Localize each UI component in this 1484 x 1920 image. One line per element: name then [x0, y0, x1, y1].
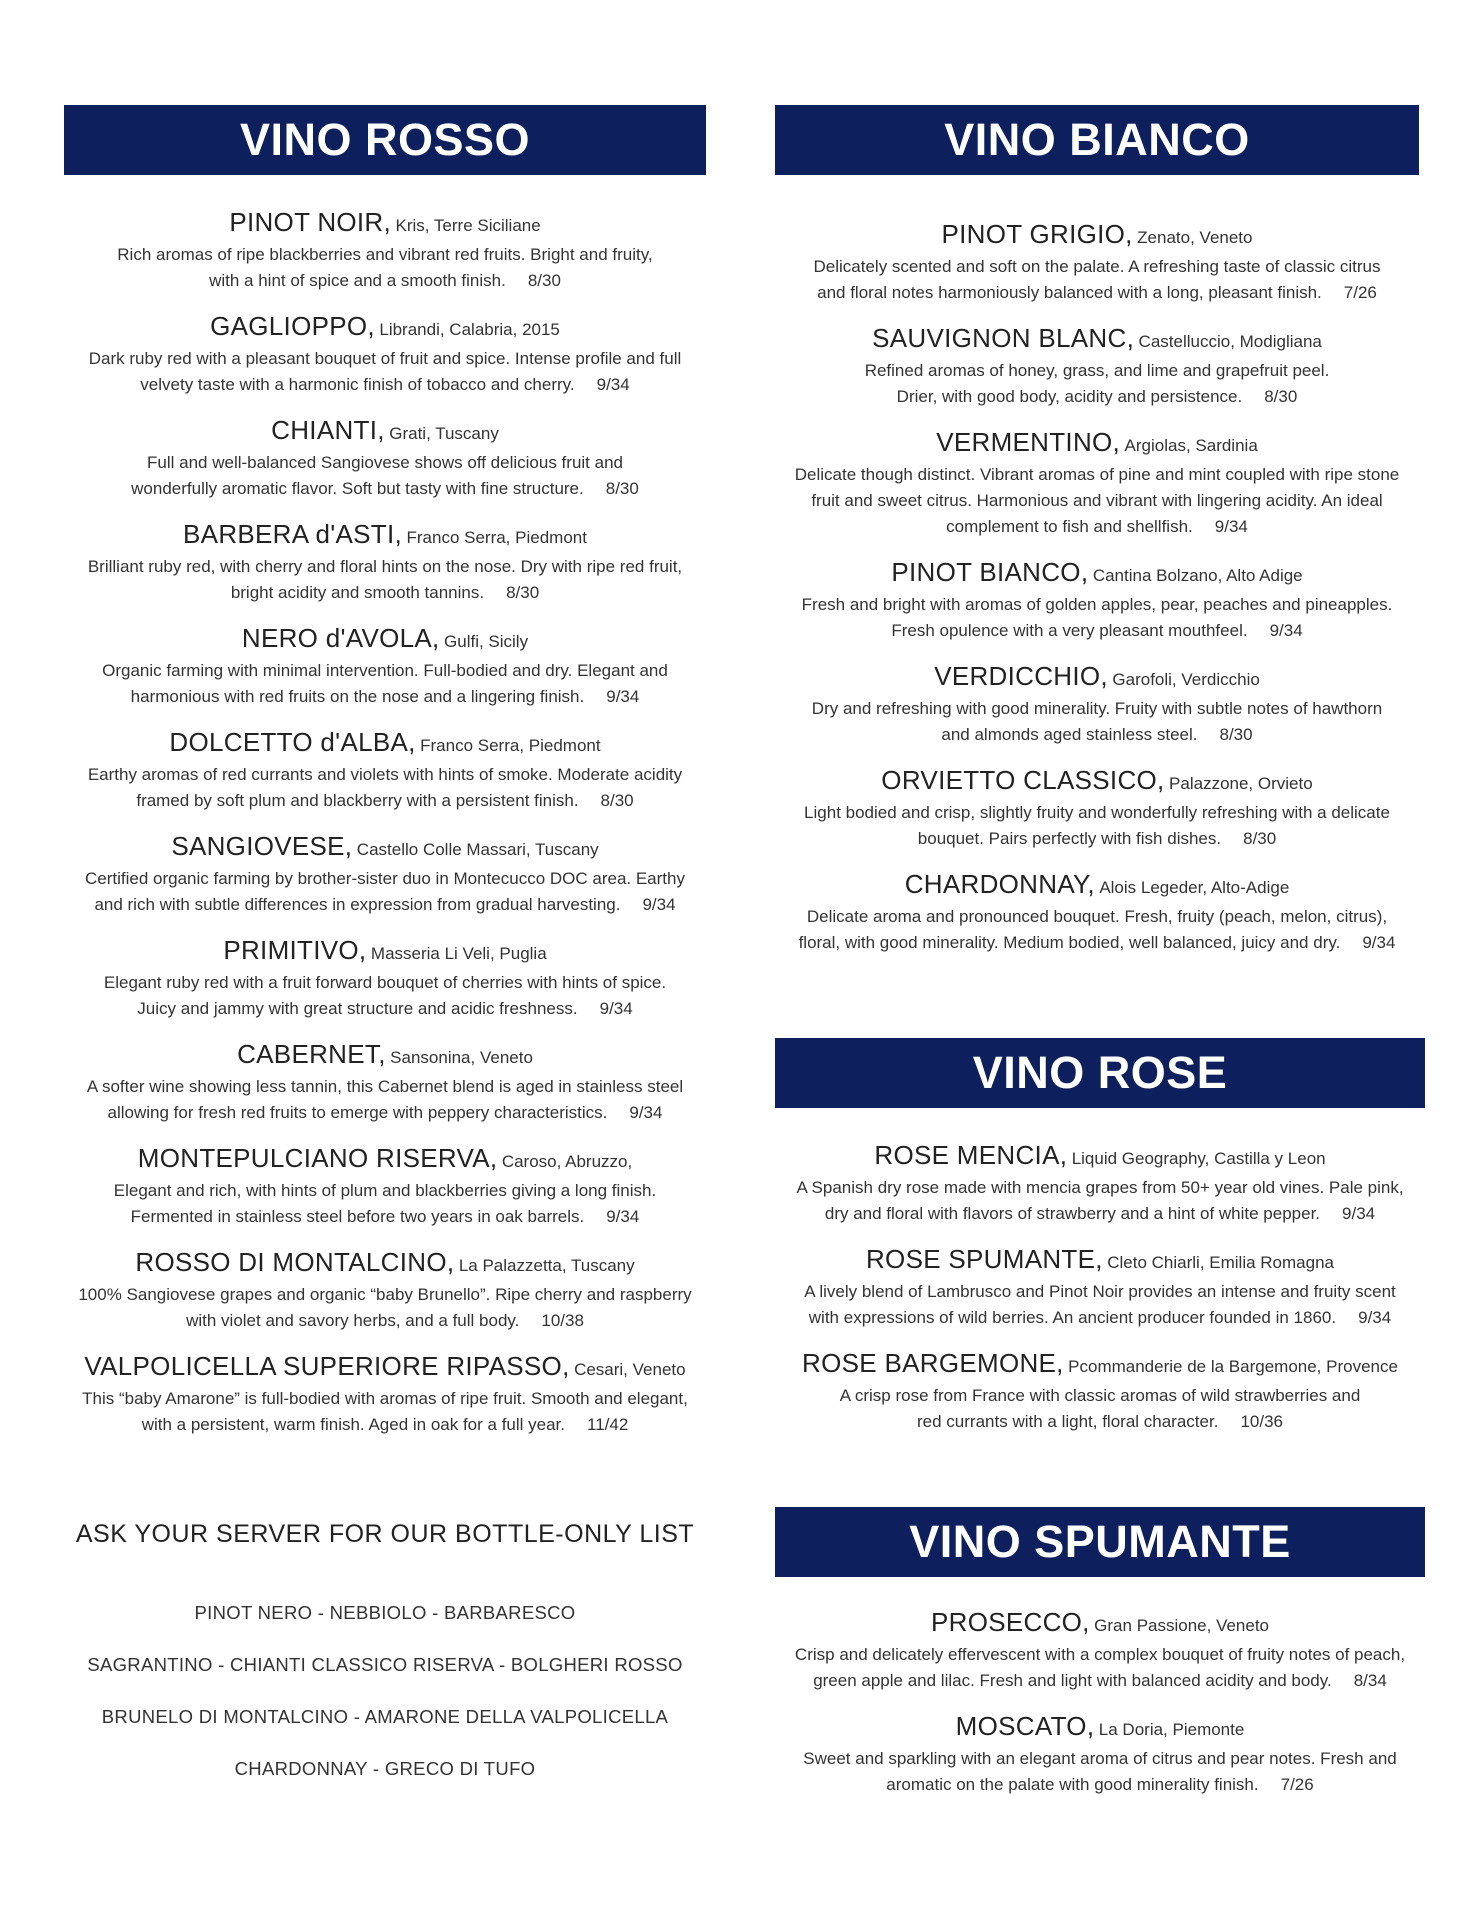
wine-name: PROSECCO,	[930, 1607, 1090, 1637]
wine-description-text: red currants with a light, floral character.	[917, 1412, 1219, 1431]
wine-name: CHIANTI,	[271, 415, 385, 445]
wine-description-text: aromatic on the palate with good minerality finish.	[886, 1775, 1259, 1794]
wine-description-line	[775, 826, 1419, 852]
wine-producer: Masseria Li Veli, Puglia	[370, 944, 547, 963]
wine-producer: Castelluccio, Modigliana	[1138, 332, 1322, 351]
wine-description-line	[64, 1074, 706, 1100]
vino-spumante-list	[775, 1607, 1425, 1798]
wine-price: 9/34	[606, 1207, 640, 1226]
wine-entry	[775, 869, 1419, 956]
bottle-list-lines	[64, 1587, 706, 1795]
wine-description-text: Brilliant ruby red, with cherry and floral hints on the nose. Dry with ripe red fruit,	[87, 557, 683, 576]
wine-description-line	[775, 904, 1419, 930]
wine-description-line	[775, 1642, 1425, 1668]
wine-entry	[775, 219, 1419, 306]
wine-heading	[775, 1244, 1425, 1279]
wine-heading	[64, 311, 706, 346]
wine-description-text: Delicately scented and soft on the palate. A refreshing taste of classic citrus	[813, 257, 1381, 276]
wine-name: DOLCETTO d'ALBA,	[169, 727, 416, 757]
wine-description-line	[64, 1100, 706, 1126]
wine-description-line	[775, 722, 1419, 748]
wine-description-text: with a hint of spice and a smooth finish.	[209, 271, 506, 290]
wine-producer: Garofoli, Verdicchio	[1112, 670, 1260, 689]
wine-name: ROSSO DI MONTALCINO,	[135, 1247, 455, 1277]
wine-name: SAUVIGNON BLANC,	[872, 323, 1135, 353]
wine-description-line	[775, 1668, 1425, 1694]
vino-rosso-list	[64, 207, 706, 1438]
wine-name: BARBERA d'ASTI,	[183, 519, 403, 549]
wine-name: ROSE SPUMANTE,	[865, 1244, 1103, 1274]
wine-description-line	[775, 1746, 1425, 1772]
wine-description-line	[775, 462, 1419, 488]
wine-producer: Caroso, Abruzzo,	[501, 1152, 633, 1171]
wine-price: 10/38	[541, 1311, 584, 1330]
bottle-list-line: SAGRANTINO - CHIANTI CLASSICO RISERVA - BOLGHERI ROSSO	[87, 1654, 683, 1675]
wine-description-line	[64, 892, 706, 918]
wine-producer: Franco Serra, Piedmont	[420, 736, 601, 755]
vino-bianco-section	[775, 105, 1419, 973]
wine-description-text: with expressions of wild berries. An ancient producer founded in 1860.	[808, 1308, 1337, 1327]
wine-entry	[775, 1607, 1425, 1694]
wine-entry	[775, 323, 1419, 410]
wine-entry	[775, 427, 1419, 540]
wine-name: ROSE BARGEMONE,	[802, 1348, 1064, 1378]
wine-price: 8/30	[1264, 387, 1298, 406]
wine-producer: La Palazzetta, Tuscany	[458, 1256, 635, 1275]
wine-description-text: Delicate though distinct. Vibrant aromas of pine and mint coupled with ripe stone	[794, 465, 1400, 484]
wine-description-line	[64, 970, 706, 996]
wine-description-line	[775, 800, 1419, 826]
wine-producer: Gulfi, Sicily	[444, 632, 529, 651]
wine-description-text: allowing for fresh red fruits to emerge with peppery characteristics.	[107, 1103, 608, 1122]
wine-entry	[775, 765, 1419, 852]
wine-producer: Sansonina, Veneto	[390, 1048, 533, 1067]
wine-description-text: Elegant and rich, with hints of plum and blackberries giving a long finish.	[113, 1181, 657, 1200]
wine-name: MONTEPULCIANO RISERVA,	[137, 1143, 498, 1173]
wine-price: 9/34	[1342, 1204, 1376, 1223]
wine-description-line	[775, 930, 1419, 956]
bottle-list-heading: ASK YOUR SERVER FOR OUR BOTTLE-ONLY LIST	[75, 1520, 695, 1548]
wine-entry	[64, 831, 706, 918]
wine-description-text: Juicy and jammy with great structure and acidic freshness.	[137, 999, 578, 1018]
vino-spumante-section	[775, 1507, 1425, 1815]
wine-producer: Castello Colle Massari, Tuscany	[356, 840, 599, 859]
wine-price: 7/26	[1280, 1775, 1314, 1794]
wine-entry	[775, 1711, 1425, 1798]
wine-price: 9/34	[606, 687, 640, 706]
wine-heading	[775, 765, 1419, 800]
bottle-list-line: BRUNELO DI MONTALCINO - AMARONE DELLA VALPOLICELLA	[101, 1706, 669, 1727]
wine-producer: Cleto Chiarli, Emilia Romagna	[1107, 1253, 1334, 1272]
wine-description-text: Organic farming with minimal intervention. Full-bodied and dry. Elegant and	[102, 661, 668, 680]
wine-heading	[64, 831, 706, 866]
wine-description-text: and almonds aged stainless steel.	[941, 725, 1198, 744]
wine-price: 8/30	[605, 479, 639, 498]
wine-entry	[775, 1140, 1425, 1227]
wine-description-line	[64, 658, 706, 684]
wine-name: MOSCATO,	[955, 1711, 1095, 1741]
wine-description-line	[64, 996, 706, 1022]
wine-description-line	[64, 372, 706, 398]
vino-rose-list	[775, 1140, 1425, 1435]
wine-price: 10/36	[1240, 1412, 1283, 1431]
vino-bianco-list	[775, 219, 1419, 956]
wine-description-text: fruit and sweet citrus. Harmonious and vibrant with lingering acidity. An ideal	[811, 491, 1383, 510]
wine-description-line	[775, 1305, 1425, 1331]
wine-description-line	[775, 1175, 1425, 1201]
wine-description-line	[64, 1412, 706, 1438]
wine-description-line	[64, 450, 706, 476]
wine-entry	[775, 557, 1419, 644]
wine-heading	[775, 1348, 1425, 1383]
wine-description-text: 100% Sangiovese grapes and organic “baby Brunello”. Ripe cherry and raspberry	[78, 1285, 692, 1304]
wine-price: 9/34	[629, 1103, 663, 1122]
wine-producer: Cesari, Veneto	[574, 1360, 686, 1379]
vino-rose-banner: VINO ROSE	[775, 1038, 1425, 1108]
wine-heading	[775, 219, 1419, 254]
wine-entry	[64, 1247, 706, 1334]
wine-heading	[64, 415, 706, 450]
wine-description-line	[775, 592, 1419, 618]
wine-name: PINOT GRIGIO,	[941, 219, 1133, 249]
wine-name: CABERNET,	[237, 1039, 386, 1069]
wine-description-text: Refined aromas of honey, grass, and lime and grapefruit peel.	[864, 361, 1330, 380]
wine-description-text: Fermented in stainless steel before two years in oak barrels.	[130, 1207, 585, 1226]
wine-heading	[775, 869, 1419, 904]
wine-heading	[775, 1140, 1425, 1175]
wine-description-line	[64, 788, 706, 814]
wine-description-line	[64, 684, 706, 710]
wine-price: 8/30	[527, 271, 561, 290]
wine-description-line	[775, 696, 1419, 722]
wine-producer: Franco Serra, Piedmont	[406, 528, 587, 547]
wine-name: PINOT NOIR,	[229, 207, 392, 237]
wine-description-line	[64, 1178, 706, 1204]
wine-entry	[64, 1039, 706, 1126]
wine-description-line	[64, 1282, 706, 1308]
wine-name: VALPOLICELLA SUPERIORE RIPASSO,	[84, 1351, 570, 1381]
wine-description-text: Dark ruby red with a pleasant bouquet of fruit and spice. Intense profile and full	[88, 349, 682, 368]
wine-entry	[64, 727, 706, 814]
wine-heading	[64, 727, 706, 762]
wine-description-line	[64, 1386, 706, 1412]
wine-producer: Librandi, Calabria, 2015	[379, 320, 560, 339]
wine-description-text: floral, with good minerality. Medium bodied, well balanced, juicy and dry.	[798, 933, 1341, 952]
wine-description-line	[64, 866, 706, 892]
wine-name: GAGLIOPPO,	[210, 311, 375, 341]
wine-heading	[64, 519, 706, 554]
wine-description-line	[775, 1201, 1425, 1227]
wine-description-text: dry and floral with flavors of strawberry and a hint of white pepper.	[824, 1204, 1321, 1223]
wine-description-text: A lively blend of Lambrusco and Pinot Noir provides an intense and fruity scent	[804, 1282, 1396, 1301]
wine-price: 9/34	[1269, 621, 1303, 640]
wine-producer: Zenato, Veneto	[1137, 228, 1253, 247]
wine-heading	[64, 935, 706, 970]
wine-heading	[775, 323, 1419, 358]
wine-name: VERMENTINO,	[936, 427, 1121, 457]
wine-price: 8/34	[1353, 1671, 1387, 1690]
wine-description-line	[64, 242, 706, 268]
wine-producer: Liquid Geography, Castilla y Leon	[1071, 1149, 1326, 1168]
bottle-list-line: PINOT NERO - NEBBIOLO - BARBARESCO	[194, 1602, 576, 1623]
wine-description-text: Crisp and delicately effervescent with a complex bouquet of fruity notes of peach,	[794, 1645, 1406, 1664]
wine-description-text: Certified organic farming by brother-sister duo in Montecucco DOC area. Earthy	[85, 869, 685, 888]
wine-name: ORVIETTO CLASSICO,	[881, 765, 1165, 795]
wine-price: 9/34	[1362, 933, 1396, 952]
wine-description-line	[64, 1308, 706, 1334]
wine-description-line	[64, 554, 706, 580]
wine-entry	[64, 207, 706, 294]
wine-description-text: with a persistent, warm finish. Aged in oak for a full year.	[141, 1415, 566, 1434]
wine-name: CHARDONNAY,	[904, 869, 1095, 899]
wine-entry	[64, 519, 706, 606]
wine-entry	[775, 661, 1419, 748]
wine-description-text: green apple and lilac. Fresh and light with balanced acidity and body.	[813, 1671, 1332, 1690]
wine-description-text: Fresh opulence with a very pleasant mouthfeel.	[891, 621, 1248, 640]
wine-price: 8/30	[1243, 829, 1277, 848]
wine-heading	[64, 207, 706, 242]
wine-price: 11/42	[587, 1415, 629, 1434]
wine-description-line	[64, 346, 706, 372]
wine-description-text: Earthy aromas of red currants and violets with hints of smoke. Moderate acidity	[87, 765, 683, 784]
wine-description-text: A Spanish dry rose made with mencia grapes from 50+ year old vines. Pale pink,	[796, 1178, 1404, 1197]
wine-entry	[64, 1351, 706, 1438]
wine-description-line	[775, 1279, 1425, 1305]
wine-entry	[775, 1348, 1425, 1435]
wine-producer: Grati, Tuscany	[389, 424, 499, 443]
wine-description-text: bright acidity and smooth tannins.	[230, 583, 485, 602]
wine-producer: Argiolas, Sardinia	[1124, 436, 1258, 455]
wine-price: 8/30	[600, 791, 634, 810]
wine-description-line	[775, 488, 1419, 514]
wine-description-text: Drier, with good body, acidity and persistence.	[896, 387, 1243, 406]
wine-heading	[775, 661, 1419, 696]
wine-producer: Alois Legeder, Alto-Adige	[1099, 878, 1290, 897]
wine-entry	[64, 415, 706, 502]
wine-price: 7/26	[1343, 283, 1377, 302]
wine-description-text: framed by soft plum and blackberry with a persistent finish.	[136, 791, 579, 810]
vino-spumante-banner: VINO SPUMANTE	[775, 1507, 1425, 1577]
wine-name: PRIMITIVO,	[223, 935, 367, 965]
vino-rosso-banner: VINO ROSSO	[64, 105, 706, 175]
wine-description-text: complement to fish and shellfish.	[946, 517, 1193, 536]
wine-entry	[64, 311, 706, 398]
wine-name: SANGIOVESE,	[171, 831, 353, 861]
vino-rose-section	[775, 1038, 1425, 1452]
wine-description-line	[775, 618, 1419, 644]
wine-name: NERO d'AVOLA,	[241, 623, 440, 653]
wine-heading	[64, 1039, 706, 1074]
wine-producer: Kris, Terre Siciliane	[395, 216, 541, 235]
wine-description-text: wonderfully aromatic flavor. Soft but tasty with fine structure.	[131, 479, 584, 498]
wine-description-line	[64, 1204, 706, 1230]
wine-description-line	[775, 280, 1419, 306]
wine-description-line	[64, 268, 706, 294]
wine-name: ROSE MENCIA,	[874, 1140, 1068, 1170]
wine-producer: Gran Passione, Veneto	[1094, 1616, 1270, 1635]
wine-name: VERDICCHIO,	[934, 661, 1108, 691]
wine-producer: Cantina Bolzano, Alto Adige	[1092, 566, 1303, 585]
wine-price: 9/34	[1214, 517, 1248, 536]
wine-heading	[64, 1247, 706, 1282]
wine-entry	[64, 1143, 706, 1230]
wine-entry	[775, 1244, 1425, 1331]
wine-price: 9/34	[596, 375, 630, 394]
wine-description-text: and rich with subtle differences in expression from gradual harvesting.	[94, 895, 621, 914]
wine-heading	[775, 427, 1419, 462]
wine-description-line	[64, 476, 706, 502]
wine-description-text: Dry and refreshing with good minerality. Fruity with subtle notes of hawthorn	[811, 699, 1383, 718]
wine-producer: Pcommanderie de la Bargemone, Provence	[1068, 1357, 1398, 1376]
wine-description-line	[775, 514, 1419, 540]
wine-description-line	[775, 254, 1419, 280]
wine-description-text: Fresh and bright with aromas of golden apples, pear, peaches and pineapples.	[801, 595, 1393, 614]
wine-description-text: Delicate aroma and pronounced bouquet. Fresh, fruity (peach, melon, citrus),	[806, 907, 1388, 926]
wine-heading	[775, 1607, 1425, 1642]
wine-heading	[64, 1351, 706, 1386]
wine-description-line	[64, 580, 706, 606]
wine-description-text: Full and well-balanced Sangiovese shows off delicious fruit and	[147, 453, 623, 472]
wine-price: 9/34	[599, 999, 633, 1018]
wine-description-text: Rich aromas of ripe blackberries and vibrant red fruits. Bright and fruity,	[117, 245, 653, 264]
wine-producer: La Doria, Piemonte	[1098, 1720, 1245, 1739]
wine-description-line	[775, 384, 1419, 410]
wine-description-text: A crisp rose from France with classic aromas of wild strawberries and	[839, 1386, 1361, 1405]
wine-description-text: Light bodied and crisp, slightly fruity and wonderfully refreshing with a delicate	[804, 803, 1390, 822]
wine-producer: Palazzone, Orvieto	[1169, 774, 1313, 793]
wine-description-line	[775, 1383, 1425, 1409]
wine-price: 8/30	[1219, 725, 1253, 744]
wine-description-line	[64, 762, 706, 788]
wine-description-line	[775, 358, 1419, 384]
wine-price: 8/30	[506, 583, 540, 602]
wine-price: 9/34	[1358, 1308, 1392, 1327]
wine-price: 9/34	[642, 895, 676, 914]
wine-description-line	[775, 1772, 1425, 1798]
bottle-list-section	[64, 1520, 706, 1795]
wine-description-text: and floral notes harmoniously balanced with a long, pleasant finish.	[817, 283, 1322, 302]
vino-bianco-banner: VINO BIANCO	[775, 105, 1419, 175]
wine-description-text: bouquet. Pairs perfectly with fish dishes.	[917, 829, 1222, 848]
wine-heading	[64, 1143, 706, 1178]
vino-rosso-section	[64, 105, 706, 1455]
wine-description-text: A softer wine showing less tannin, this Cabernet blend is aged in stainless steel	[86, 1077, 684, 1096]
wine-description-text: This “baby Amarone” is full-bodied with aromas of ripe fruit. Smooth and elegant,	[82, 1389, 688, 1408]
wine-description-text: velvety taste with a harmonic finish of tobacco and cherry.	[140, 375, 575, 394]
wine-heading	[775, 1711, 1425, 1746]
wine-entry	[64, 935, 706, 1022]
wine-description-text: Sweet and sparkling with an elegant aroma of citrus and pear notes. Fresh and	[803, 1749, 1397, 1768]
bottle-list-line: CHARDONNAY - GRECO DI TUFO	[234, 1758, 536, 1779]
wine-heading	[64, 623, 706, 658]
wine-description-text: Elegant ruby red with a fruit forward bouquet of cherries with hints of spice.	[103, 973, 667, 992]
wine-heading	[775, 557, 1419, 592]
wine-description-text: with violet and savory herbs, and a full body.	[186, 1311, 520, 1330]
wine-description-line	[775, 1409, 1425, 1435]
wine-name: PINOT BIANCO,	[891, 557, 1089, 587]
wine-description-text: harmonious with red fruits on the nose and a lingering finish.	[130, 687, 585, 706]
wine-entry	[64, 623, 706, 710]
